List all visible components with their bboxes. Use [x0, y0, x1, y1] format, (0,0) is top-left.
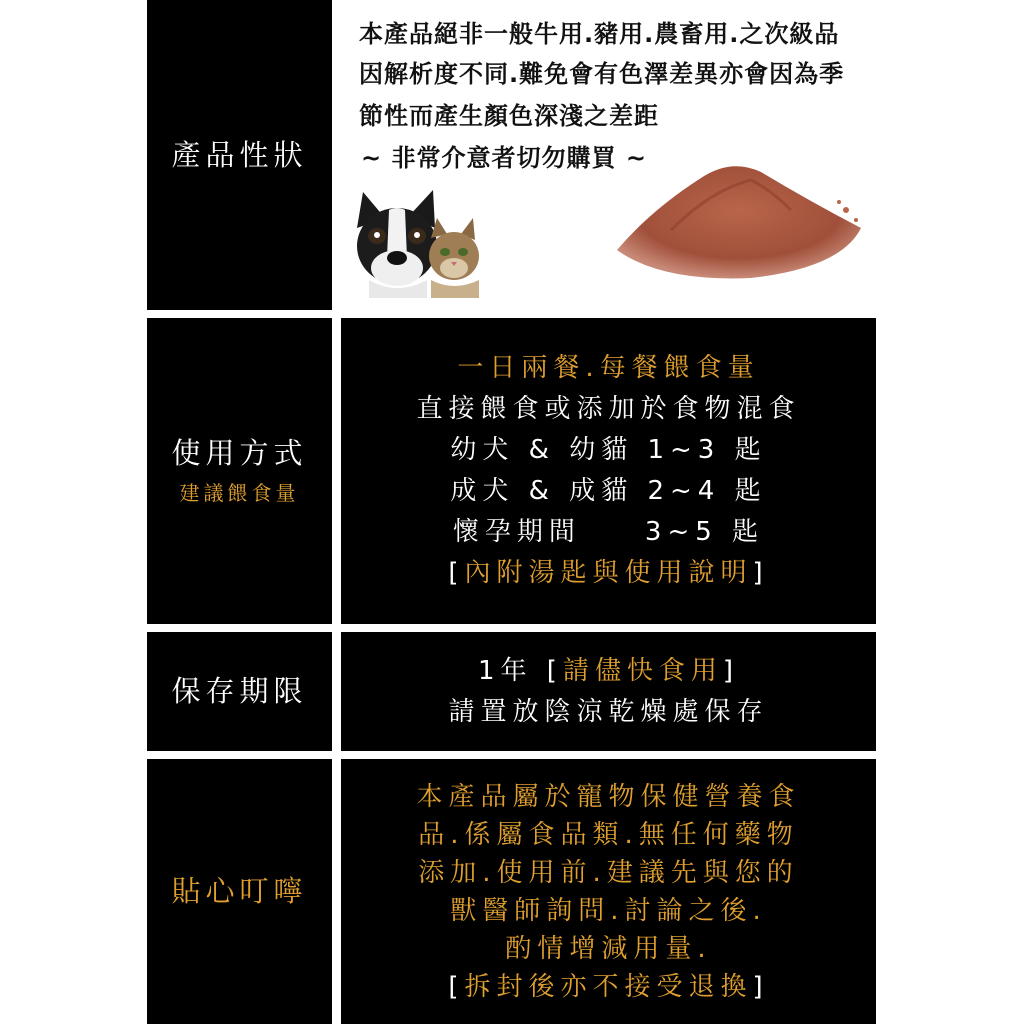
reminder-footer	[448, 968, 768, 1006]
usage-title: 一日兩餐.每餐餵食量	[457, 353, 760, 383]
reminder-line-2: 品.係屬食品類.無任何藥物	[418, 819, 799, 850]
notice-line-2: 因解析度不同.難免會有色澤差異亦會因為季	[359, 60, 845, 88]
usage-footer-close-bracket: ]	[752, 558, 769, 588]
dog-and-cat-image	[349, 188, 489, 298]
usage-footer	[448, 553, 768, 594]
usage-footer-text: 內附湯匙與使用說明	[464, 558, 753, 588]
shelf-life-suffix: ]	[722, 655, 740, 686]
row-usage-label-cell	[147, 318, 332, 624]
powder-pile-image	[611, 150, 871, 300]
shelf-life-highlight: 請儘快食用	[562, 655, 723, 686]
usage-footer-open-bracket: [	[448, 558, 465, 588]
shelf-life-content	[341, 632, 876, 751]
row-shelf-life-label-cell	[147, 632, 332, 751]
reminder-line-4: 獸醫師詢問.討論之後.	[450, 895, 767, 926]
reminder-footer-close-bracket: ]	[752, 971, 769, 1002]
notice-line-1: 本產品絕非一般牛用.豬用.農畜用.之次級品	[359, 20, 840, 48]
reminder-content	[341, 759, 876, 1024]
reminder-line-1: 本產品屬於寵物保健營養食	[416, 781, 801, 812]
product-form-label: 產品性狀	[171, 137, 308, 172]
reminder-line-5: 酌情增減用量.	[505, 933, 712, 964]
usage-label: 使用方式	[171, 436, 308, 471]
usage-content	[341, 318, 876, 624]
shelf-life-prefix: 1年 [	[477, 655, 563, 686]
reminder-line-3: 添加.使用前.建議先與您的	[418, 857, 799, 888]
shelf-life-line-1	[478, 651, 739, 692]
notice-line-4: ~ 非常介意者切勿購買 ~	[361, 144, 647, 172]
reminder-footer-text: 拆封後亦不接受退換	[464, 971, 753, 1002]
usage-line-4: 懷孕期間 3~5 匙	[452, 517, 765, 547]
row-reminder-label-cell	[147, 759, 332, 1024]
shelf-life-label: 保存期限	[171, 674, 308, 709]
reminder-footer-open-bracket: [	[448, 971, 465, 1002]
reminder-label: 貼心叮嚀	[171, 874, 308, 909]
usage-line-2: 幼犬 & 幼貓 1~3 匙	[450, 435, 767, 465]
usage-line-1: 直接餵食或添加於食物混食	[416, 394, 801, 424]
row-product-form-label-cell	[147, 0, 332, 310]
usage-sublabel: 建議餵食量	[179, 480, 300, 505]
notice-line-3: 節性而產生顏色深淺之差距	[359, 102, 659, 130]
product-form-content	[341, 0, 876, 310]
usage-line-3: 成犬 & 成貓 2~4 匙	[450, 476, 767, 506]
shelf-life-line-2: 請置放陰涼乾燥處保存	[448, 696, 769, 727]
